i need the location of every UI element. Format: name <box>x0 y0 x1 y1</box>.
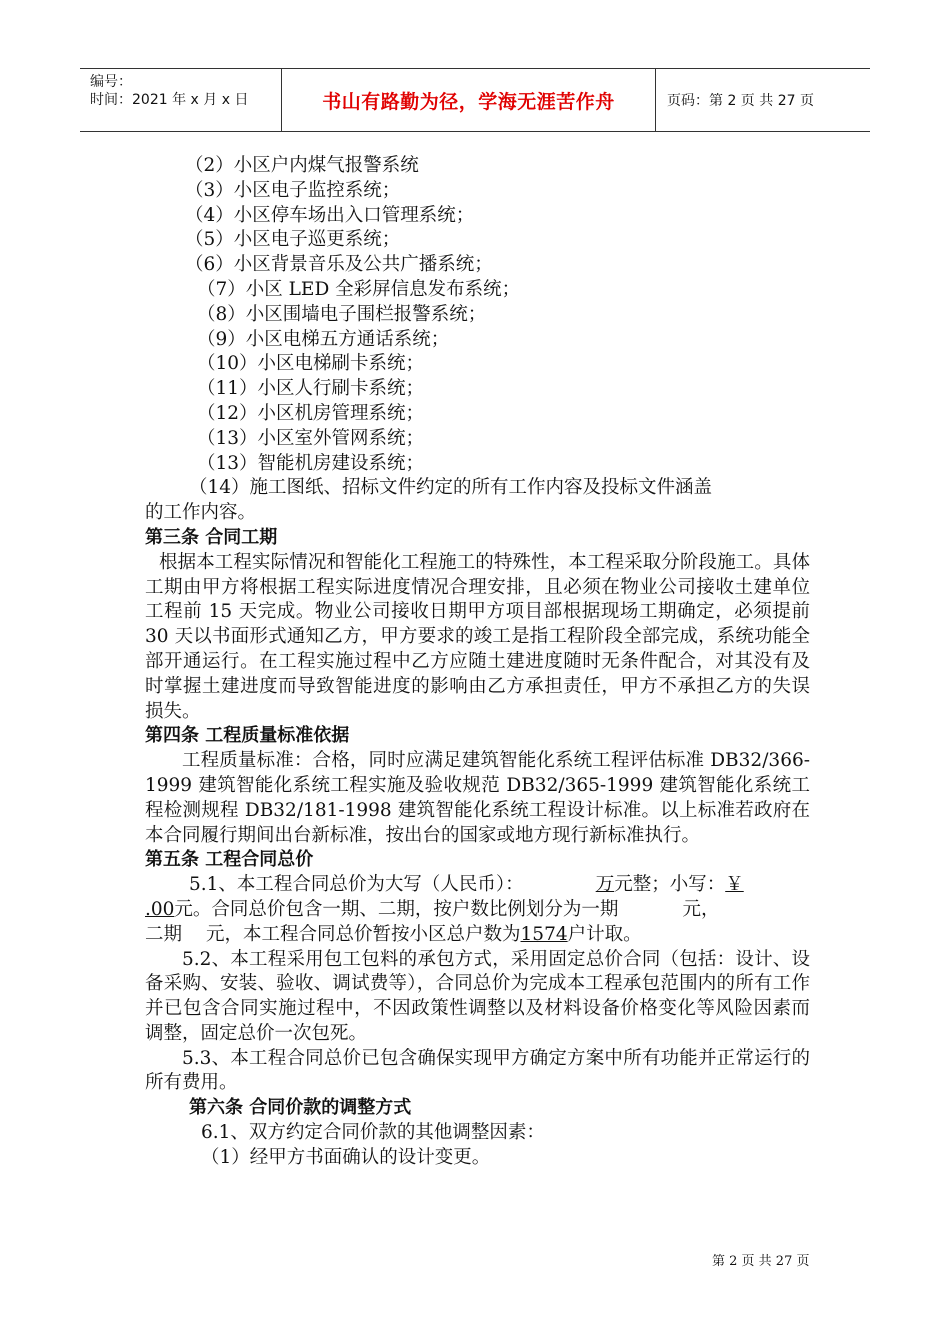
list-item: （9）小区电梯五方通话系统； <box>197 328 450 350</box>
clause-5-3: 5.3、本工程合同总价已包含确保实现甲方确定方案中所有功能并正常运行的所有费用。 <box>145 1047 810 1094</box>
list-item: （6）小区背景音乐及公共广播系统； <box>185 254 493 276</box>
page-header <box>80 68 870 132</box>
clause-5-1-text-a: 5.1、本工程合同总价为大写（人民币）： <box>189 874 524 896</box>
article-5-heading: 第五条 工程合同总价 <box>145 849 314 871</box>
list-item: （8）小区围墙电子围栏报警系统； <box>197 303 487 325</box>
clause-6-1-item-1: （1）经甲方书面确认的设计变更。 <box>201 1146 491 1168</box>
list-item: （4）小区停车场出入口管理系统； <box>185 204 475 226</box>
list-item: （2）小区户内煤气报警系统 <box>185 155 419 176</box>
article-4-heading: 第四条 工程质量标准依据 <box>145 725 350 747</box>
document-time-label: 时间：2021 年 x 月 x 日 <box>90 92 249 108</box>
page-number-label: 页码：第 2 页 共 27 页 <box>667 93 814 109</box>
header-motto <box>281 69 656 131</box>
list-item: （10）小区电梯刷卡系统； <box>197 353 425 375</box>
article-4-body: 工程质量标准：合格，同时应满足建筑智能化系统工程评估标准 DB32/366-1999 建筑智能化系统工程实施及验收规范 DB32/365-1999 建筑智能化系统工程检测规程 DB32/181-1998 建筑智能化系统工程设计标准。以上标准若政府在本合同履行期间出台新标准，按出台的国家或地方现行新标准执行。 <box>145 750 810 846</box>
clause-5-1-text-f: 二期 <box>145 923 183 945</box>
clause-5-1-text-e: 元， <box>682 898 720 920</box>
header-page-info <box>655 69 870 131</box>
clause-6-1: 6.1、双方约定合同价款的其他调整因素： <box>201 1122 545 1144</box>
clause-5-1-text-d: 元。合同总价包含一期、二期，按户数比例划分为一期 <box>174 898 619 920</box>
list-item: （7）小区 LED 全彩屏信息发布系统； <box>197 278 521 300</box>
list-item: （11）小区人行刷卡系统； <box>197 378 425 400</box>
clause-5-1-text-g: 元，本工程合同总价暂按小区总户数为 <box>206 923 521 945</box>
clause-5-1-line3 <box>145 923 810 948</box>
clause-5-1-text-h: 户计取。 <box>567 923 642 945</box>
motto-text: 书山有路勤为径，学海无涯苦作舟 <box>322 90 615 113</box>
clause-5-1-line2 <box>145 898 810 923</box>
clause-5-1-text-b: 元整；小写： <box>614 874 726 896</box>
clause-5-2: 5.2、本工程采用包工包料的承包方式，采用固定总价合同（包括：设计、设备采购、安装、验收、调试费等），合同总价为完成本工程承包范围内的所有工作并已包含合同实施过程中，不因政策性调整以及材料设备价格变化等风险因素而调整，固定总价一次包死。 <box>145 948 810 1044</box>
yen-sign: ￥ <box>725 874 744 896</box>
article-3-body: 根据本工程实际情况和智能化工程施工的特殊性，本工程采取分阶段施工。具体工期由甲方将根据工程实际进度情况合理安排，且必须在物业公司接收土建单位工程前 15 天完成。物业公司接收日期甲方项目部根据现场工期确定，必须提前 30 天以书面形式通知乙方，甲方要求的竣工是指工程阶段全部完成，系统功能全部开通运行。在工程实施过程中乙方应随土建进度随时无条件配合，对其没有及时掌握土建进度而导致智能进度的影响由乙方承担责任，甲方不承担乙方的失误损失。 <box>145 551 810 722</box>
article-3-heading: 第三条 合同工期 <box>145 526 278 548</box>
document-number-label: 编号： <box>90 74 132 90</box>
clause-5-1-line1 <box>145 873 810 898</box>
household-count: 1574 <box>520 923 568 945</box>
list-item: （13）小区室外管网系统； <box>197 427 425 449</box>
page-footer: 第 2 页 共 27 页 <box>712 1254 810 1269</box>
document-body <box>145 154 810 1171</box>
amount-wan-blank: 万 <box>595 874 615 896</box>
list-item: （5）小区电子巡更系统； <box>185 229 401 251</box>
list-item: （3）小区电子监控系统； <box>185 179 401 201</box>
amount-decimal: .00 <box>145 898 175 920</box>
header-meta <box>80 69 281 131</box>
list-item: （12）小区机房管理系统； <box>197 402 425 424</box>
list-item-14-line2: 的工作内容。 <box>145 502 257 524</box>
list-item: （13）智能机房建设系统； <box>197 452 425 474</box>
list-item-14-line1: （14）施工图纸、招标文件约定的所有工作内容及投标文件涵盖 <box>189 477 713 499</box>
article-6-heading: 第六条 合同价款的调整方式 <box>189 1097 412 1119</box>
